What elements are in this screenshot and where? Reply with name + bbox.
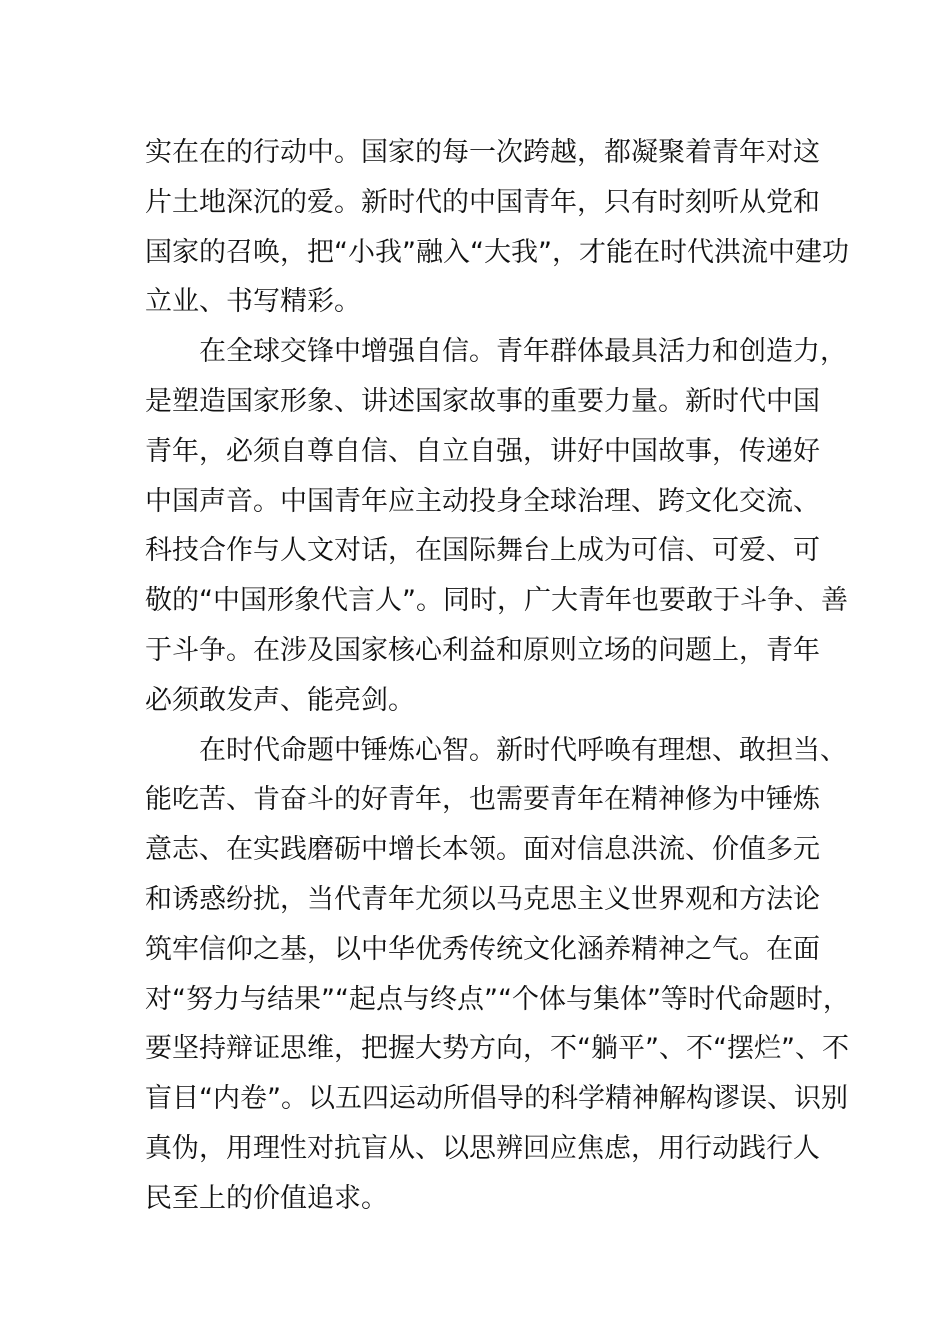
text-line: 实在在的行动中。国家的每一次跨越，都凝聚着青年对这 [145,137,820,168]
text-line: 要坚持辩证思维，把握大势方向，不“躺平”、不“摆烂”、不 [145,1033,849,1065]
text-line: 盲目“内卷”。以五四运动所倡导的科学精神解构谬误、识别 [145,1083,848,1115]
text-line: 民至上的价值追求。 [145,1182,388,1214]
text-line: 国家的召唤，把“小我”融入“大我”，才能在时代洪流中建功 [145,236,849,268]
text-line: 对“努力与结果”“起点与终点”“个体与集体”等时代命题时， [145,983,850,1015]
text-line: 和诱惑纷扰，当代青年尤须以马克思主义世界观和方法论 [145,883,820,915]
text-line: 能吃苦、肯奋斗的好青年，也需要青年在精神修为中锤炼 [145,784,820,816]
text-line: 青年，必须自尊自信、自立自强，讲好中国故事，传递好 [145,435,820,467]
text-line: 是塑造国家形象、讲述国家故事的重要力量。新时代中国 [145,385,820,417]
text-line: 敬的“中国形象代言人”。同时，广大青年也要敢于斗争、善 [145,585,848,617]
text-line: 意志、在实践磨砺中增长本领。面对信息洪流、价值多元 [145,834,820,866]
text-line: 必须敢发声、能亮剑。 [145,684,415,716]
paragraph-start-line: 在全球交锋中增强自信。青年群体最具活力和创造力， [145,336,847,368]
text-line: 科技合作与人文对话，在国际舞台上成为可信、可爱、可 [145,535,820,567]
text-line: 立业、书写精彩。 [145,286,361,318]
text-line: 真伪，用理性对抗盲从、以思辨回应焦虑，用行动践行人 [145,1132,820,1164]
text-line: 片土地深沉的爱。新时代的中国青年，只有时刻听从党和 [145,186,820,218]
text-line: 筑牢信仰之基，以中华优秀传统文化涵养精神之气。在面 [145,933,820,965]
text-line: 于斗争。在涉及国家核心利益和原则立场的问题上，青年 [145,634,820,666]
article-body [145,128,850,1224]
paragraph-start-line: 在时代命题中锤炼心智。新时代呼唤有理想、敢担当、 [145,734,847,766]
text-line: 中国声音。中国青年应主动投身全球治理、跨文化交流、 [145,485,820,517]
